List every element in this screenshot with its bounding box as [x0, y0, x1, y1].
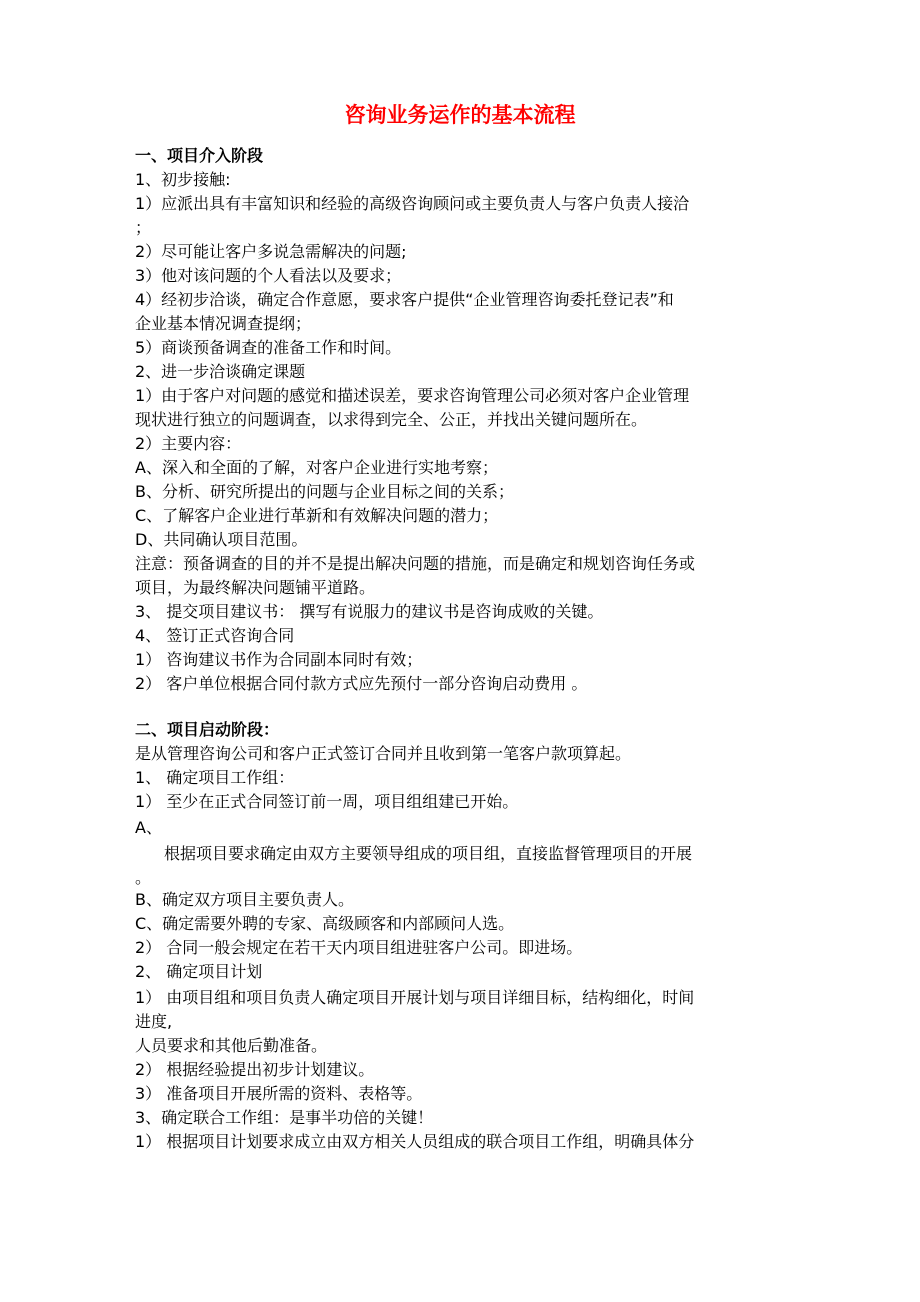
paragraph-line: 2） 合同一般会规定在若干天内项目组进驻客户公司。即进场。 [135, 938, 583, 957]
paragraph-line: 进度, [135, 1012, 173, 1031]
paragraph-line: 现状进行独立的问题调查，以求得到完全、公正，并找出关键问题所在。 [135, 410, 648, 429]
paragraph-line: 1）应派出具有丰富知识和经验的高级咨询顾问或主要负责人与客户负责人接洽 [135, 194, 690, 213]
paragraph-line: 人员要求和其他后勤准备。 [135, 1036, 328, 1055]
paragraph-line: 3）他对该问题的个人看法以及要求； [135, 266, 402, 285]
paragraph-line: 3、确定联合工作组：是事半功倍的关键！ [135, 1108, 434, 1127]
paragraph-line: 1） 至少在正式合同签订前一周，项目组组建已开始。 [135, 792, 519, 811]
paragraph-line: 2、 确定项目计划 [135, 962, 263, 981]
paragraph-line: D、共同确认项目范围。 [135, 530, 308, 549]
paragraph-line: 。 [135, 868, 152, 887]
paragraph-line: 2）主要内容： [135, 434, 242, 453]
paragraph-line: 2） 根据经验提出初步计划建议。 [135, 1060, 375, 1079]
paragraph-line: 项目，为最终解决问题铺平道路。 [135, 578, 376, 597]
section-heading-2: 二、项目启动阶段： [135, 720, 280, 739]
paragraph-line: A、 [135, 818, 162, 837]
paragraph-line: 3、 提交项目建议书： 撰写有说服力的建议书是咨询成败的关键。 [135, 602, 604, 621]
paragraph-line: 1、初步接触: [135, 170, 231, 189]
paragraph-line: 1） 根据项目计划要求成立由双方相关人员组成的联合项目工作组，明确具体分 [135, 1132, 695, 1151]
document-title: 咨询业务运作的基本流程 [344, 103, 576, 127]
paragraph-line: 根据项目要求确定由双方主要领导组成的项目组，直接监督管理项目的开展 [164, 844, 693, 863]
paragraph-line: 1）由于客户对问题的感觉和描述误差，要求咨询管理公司必须对客户企业管理 [135, 386, 690, 405]
section-heading-1: 一、项目介入阶段 [135, 146, 264, 165]
paragraph-line: 2、进一步洽谈确定课题 [135, 362, 306, 381]
paragraph-line: 1） 由项目组和项目负责人确定项目开展计划与项目详细目标，结构细化，时间 [135, 988, 695, 1007]
paragraph-line: 企业基本情况调查提纲； [135, 314, 312, 333]
paragraph-line: C、确定需要外聘的专家、高级顾客和内部顾问人选。 [135, 914, 515, 933]
paragraph-line: A、深入和全面的了解，对客户企业进行实地考察； [135, 458, 498, 477]
paragraph-line: 4、 签订正式咨询合同 [135, 626, 295, 645]
paragraph-line: 3） 准备项目开展所需的资料、表格等。 [135, 1084, 423, 1103]
paragraph-line: 注意：预备调查的目的并不是提出解决问题的措施，而是确定和规划咨询任务或 [135, 554, 696, 573]
paragraph-line: ； [135, 218, 152, 237]
paragraph-line: 1） 咨询建议书作为合同副本同时有效； [135, 650, 423, 669]
paragraph-line: 4）经初步洽谈，确定合作意愿，要求客户提供“企业管理咨询委托登记表”和 [135, 290, 674, 309]
paragraph-line: 2）尽可能让客户多说急需解决的问题; [135, 242, 407, 261]
paragraph-line: 是从管理咨询公司和客户正式签订合同并且收到第一笔客户款项算起。 [135, 744, 632, 763]
paragraph-line: B、分析、研究所提出的问题与企业目标之间的关系； [135, 482, 514, 501]
paragraph-line: 5）商谈预备调查的准备工作和时间。 [135, 338, 402, 357]
paragraph-line: 2） 客户单位根据合同付款方式应先预付一部分咨询启动费用 。 [135, 674, 588, 693]
paragraph-line: B、确定双方项目主要负责人。 [135, 890, 354, 909]
paragraph-line: 1、 确定项目工作组： [135, 768, 295, 787]
paragraph-line: C、了解客户企业进行革新和有效解决问题的潜力； [135, 506, 499, 525]
